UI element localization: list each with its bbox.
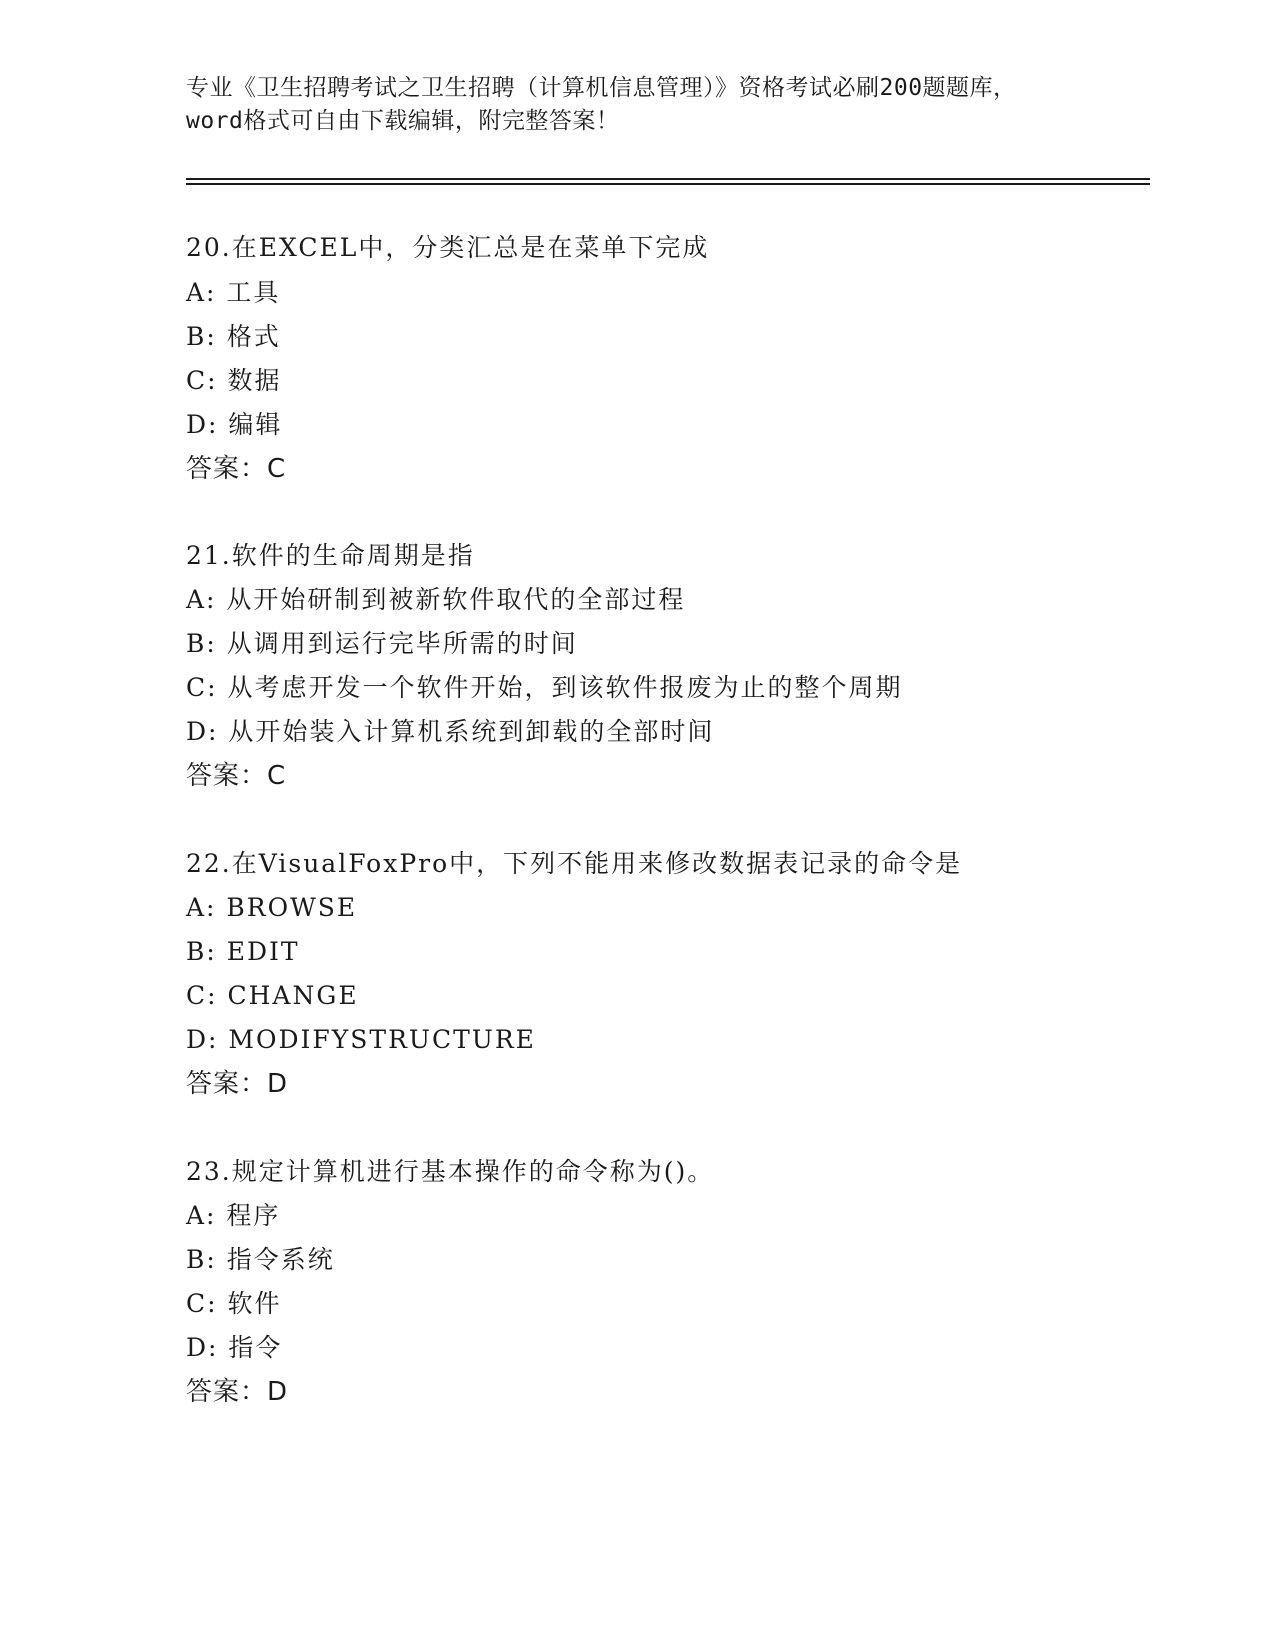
header-line-2: word格式可自由下载编辑，附完整答案！: [186, 108, 620, 134]
option-a: A: 从开始研制到被新软件取代的全部过程: [186, 585, 686, 614]
question-stem: 21.软件的生命周期是指: [186, 541, 475, 570]
question-stem: 23.规定计算机进行基本操作的命令称为()。: [186, 1157, 715, 1186]
document-header: [186, 72, 1086, 138]
option-d: D: 指令: [186, 1333, 283, 1362]
option-b: B: 从调用到运行完毕所需的时间: [186, 629, 578, 658]
option-b: B: EDIT: [186, 937, 300, 966]
answer-label: 答案：D: [186, 1069, 289, 1099]
option-a: A: BROWSE: [186, 893, 358, 922]
option-a: A: 程序: [186, 1201, 281, 1230]
answer-label: 答案：D: [186, 1377, 289, 1407]
header-divider-top: [186, 178, 1150, 180]
header-divider-bottom: [186, 183, 1150, 185]
question-stem: 20.在EXCEL中，分类汇总是在菜单下完成: [186, 233, 710, 262]
option-d: D: MODIFYSTRUCTURE: [186, 1025, 536, 1054]
option-c: C: 从考虑开发一个软件开始，到该软件报废为止的整个周期: [186, 673, 903, 702]
question-stem: 22.在VisualFoxPro中，下列不能用来修改数据表记录的命令是: [186, 849, 963, 878]
option-c: C: CHANGE: [186, 981, 359, 1010]
answer-label: 答案：C: [186, 454, 287, 484]
option-a: A: 工具: [186, 278, 281, 307]
option-c: C: 软件: [186, 1289, 282, 1318]
option-d: D: 编辑: [186, 410, 283, 439]
option-b: B: 指令系统: [186, 1245, 335, 1274]
option-d: D: 从开始装入计算机系统到卸载的全部时间: [186, 717, 715, 746]
option-b: B: 格式: [186, 322, 281, 351]
answer-label: 答案：C: [186, 761, 287, 791]
header-line-1: 专业《卫生招聘考试之卫生招聘（计算机信息管理）》资格考试必刷200题题库，: [186, 75, 1017, 101]
option-c: C: 数据: [186, 366, 282, 395]
